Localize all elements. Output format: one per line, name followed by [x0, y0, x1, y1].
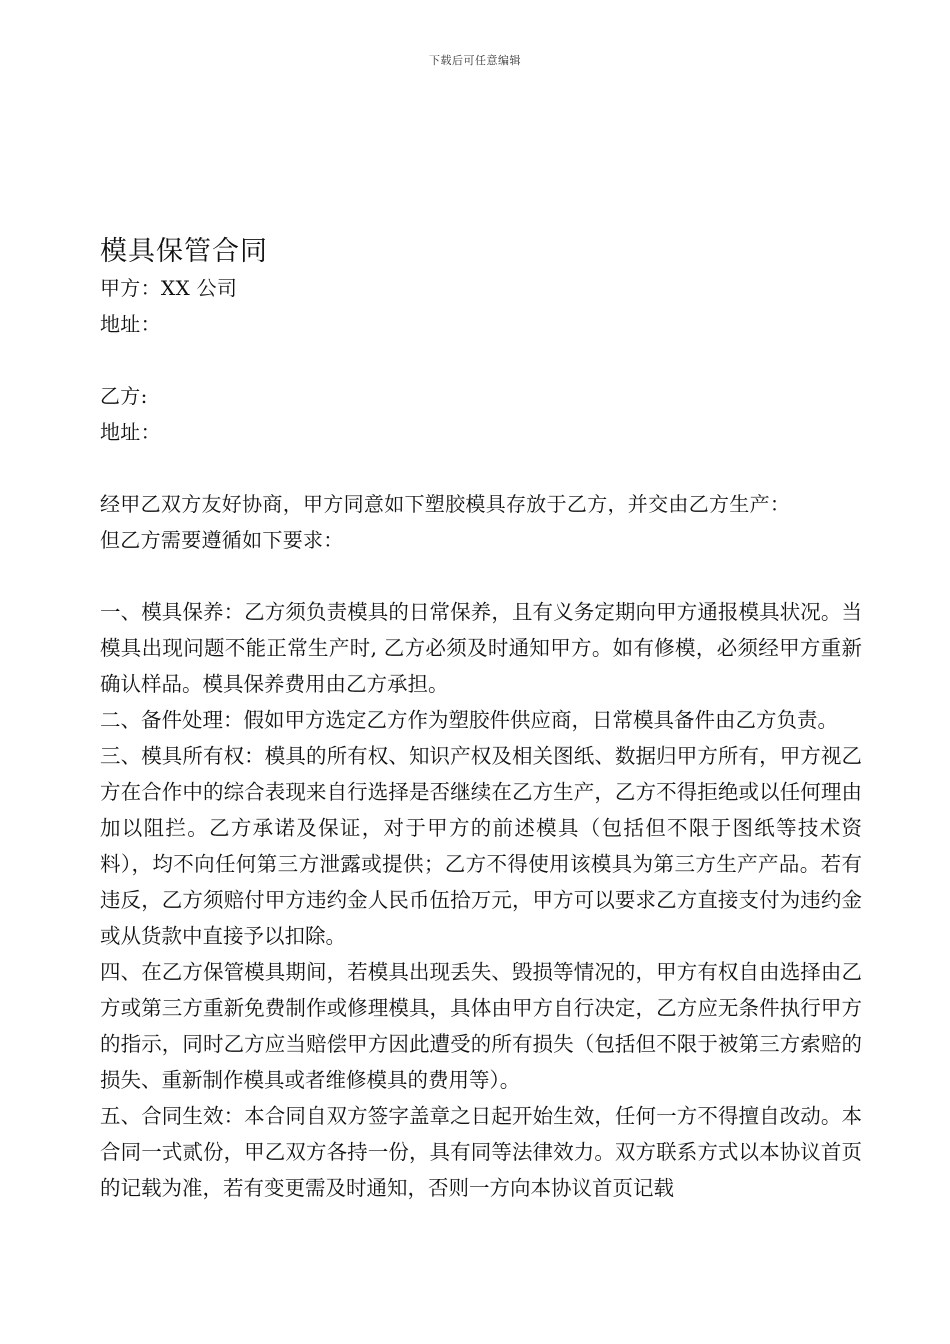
contract-body [100, 234, 862, 1206]
clause-spare-parts: 二、备件处理：假如甲方选定乙方作为塑胶件供应商，日常模具备件由乙方负责。 [100, 708, 838, 732]
party-a-address: 地址： [100, 312, 161, 336]
intro-line-1: 经甲乙双方友好协商，甲方同意如下塑胶模具存放于乙方，并交由乙方生产： [100, 492, 791, 516]
document-title: 模具保管合同 [100, 236, 268, 267]
spacer [100, 450, 862, 486]
party-a-name: 甲方：XX 公司 [100, 276, 238, 300]
party-b-name: 乙方: [100, 384, 148, 408]
intro-line-2: 但乙方需要遵循如下要求： [100, 528, 344, 552]
party-b-address: 地址： [100, 420, 161, 444]
header-note: 下载后可任意编辑 [429, 54, 521, 67]
clause-ownership: 三、模具所有权：模具的所有权、知识产权及相关图纸、数据归甲方所有，甲方视乙方在合作中的综合表现来自行选择是否继续在乙方生产，乙方不得拒绝或以任何理由加以阻拦。乙方承诺及保证，对于甲方的前述模具（包括但不限于图纸等技术资料），均不向任何第三方泄露或提供；乙方不得使用该模具为第三方生产产品。若有违反，乙方须赔付甲方违约金人民币伍拾万元，甲方可以要求乙方直接支付为违约金或从货款中直接予以扣除。 [100, 744, 862, 948]
spacer [100, 558, 862, 594]
clause-effectiveness: 五、合同生效：本合同自双方签字盖章之日起开始生效，任何一方不得擅自改动。本合同一式贰份，甲乙双方各持一份，具有同等法律效力。双方联系方式以本协议首页的记载为准，若有变更需及时通知，否则一方向本协议首页记载 [100, 1104, 862, 1200]
spacer [100, 342, 862, 378]
clause-maintenance: 一、模具保养：乙方须负责模具的日常保养，且有义务定期向甲方通报模具状况。当模具出现问题不能正常生产时, 乙方必须及时通知甲方。如有修模，必须经甲方重新确认样品。模具保养费用由乙方承担。 [100, 600, 862, 696]
clause-loss-damage: 四、在乙方保管模具期间，若模具出现丢失、毁损等情况的，甲方有权自由选择由乙方或第三方重新免费制作或修理模具，具体由甲方自行决定，乙方应无条件执行甲方的指示，同时乙方应当赔偿甲方因此遭受的所有损失（包括但不限于被第三方索赔的损失、重新制作模具或者维修模具的费用等）。 [100, 960, 862, 1092]
